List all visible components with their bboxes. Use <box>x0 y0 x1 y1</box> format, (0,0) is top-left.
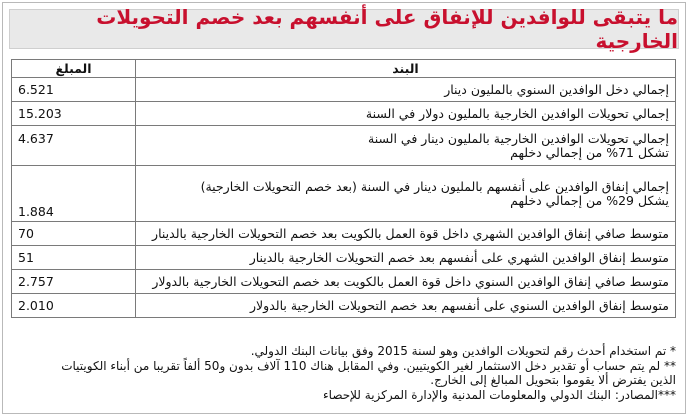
row-amount: 6.521 <box>12 78 136 102</box>
row-amount: 51 <box>12 246 136 270</box>
row-item: إجمالي تحويلات الوافدين الخارجية بالمليون دينار في السنة <box>368 130 669 146</box>
row-amount: 4.637 <box>12 126 136 166</box>
row-item: متوسط صافي إنفاق الوافدين السنوي داخل قوة العمل بالكويت بعد خصم التحويلات الخارجية بالدولار <box>136 270 676 294</box>
row-amount: 15.203 <box>12 102 136 126</box>
row-item: متوسط إنفاق الوافدين الشهري على أنفسهم بعد خصم التحويلات الخارجية بالدينار <box>136 246 676 270</box>
row-item-share: تشكل 71% من إجمالي دخلهم <box>510 144 669 160</box>
row-amount: 2.757 <box>12 270 136 294</box>
title-banner <box>9 5 679 53</box>
table-row <box>12 246 676 270</box>
table-row <box>12 222 676 246</box>
table-header-row <box>12 60 676 78</box>
row-item-share: يشكل 29% من إجمالي دخلهم <box>510 192 669 208</box>
row-item-cell <box>136 166 676 222</box>
footnote: * تم استخدام أحدث رقم لتحويلات الوافدين وهو لسنة 2015 وفق بيانات البنك الدولي. <box>250 344 676 358</box>
row-amount: 70 <box>12 222 136 246</box>
data-table <box>11 59 676 318</box>
header-item: البند <box>136 60 676 78</box>
page-title: ما يتبقى للوافدين للإنفاق على أنفسهم بعد خصم التحويلات الخارجية <box>96 5 678 53</box>
row-amount: 1.884 <box>12 166 136 222</box>
footnote: ** لم يتم حساب أو تقدير دخل الاستثمار لغير الكويتيين. وفي المقابل هناك 110 آلاف بدون و50 ألفاً تقريبا من أبناء الكويتيات <box>61 358 676 373</box>
table-row <box>12 166 676 222</box>
footnote-sources: ***المصادر: البنك الدولي والمعلومات المدنية والإدارة المركزية للإحصاء <box>323 387 676 402</box>
row-item: متوسط إنفاق الوافدين السنوي على أنفسهم بعد خصم التحويلات الخارجية بالدولار <box>136 294 676 318</box>
row-item: متوسط صافي إنفاق الوافدين الشهري داخل قوة العمل بالكويت بعد خصم التحويلات الخارجية بالدينار <box>136 222 676 246</box>
row-item: إجمالي تحويلات الوافدين الخارجية بالمليون دولار في السنة <box>136 102 676 126</box>
row-item: إجمالي إنفاق الوافدين على أنفسهم بالمليون دينار في السنة (بعد خصم التحويلات الخارجية) <box>200 178 669 194</box>
table-row <box>12 102 676 126</box>
row-item: إجمالي دخل الوافدين السنوي بالمليون دينار <box>136 78 676 102</box>
table-row <box>12 126 676 166</box>
footnotes <box>6 344 676 402</box>
table-row <box>12 270 676 294</box>
row-amount: 2.010 <box>12 294 136 318</box>
footnote: الذين يفترض ألا يقوموا بتحويل المبالغ إلى الخارج. <box>430 373 676 387</box>
table-row <box>12 78 676 102</box>
table-row <box>12 294 676 318</box>
header-amount: المبلغ <box>12 60 136 78</box>
row-item-cell <box>136 126 676 166</box>
